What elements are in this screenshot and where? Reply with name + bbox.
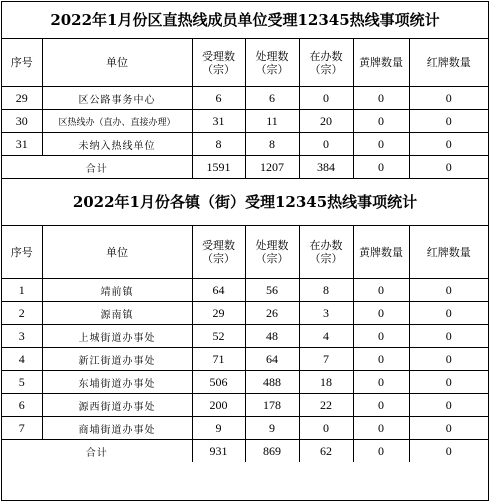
section1-table bbox=[2, 39, 488, 178]
cell-processed: 26 bbox=[245, 302, 299, 325]
cell-processed: 6 bbox=[245, 87, 299, 110]
cell-index: 7 bbox=[2, 417, 42, 440]
cell-index: 5 bbox=[2, 371, 42, 394]
total-pending: 384 bbox=[299, 156, 353, 179]
total-red: 0 bbox=[409, 156, 488, 179]
total-row bbox=[2, 156, 488, 179]
total-received: 931 bbox=[192, 440, 245, 463]
cell-index: 6 bbox=[2, 394, 42, 417]
cell-red: 0 bbox=[409, 348, 488, 371]
cell-pending: 8 bbox=[299, 279, 353, 302]
total-processed: 1207 bbox=[245, 156, 299, 179]
cell-unit: 靖前镇 bbox=[42, 279, 192, 302]
cell-processed: 9 bbox=[245, 417, 299, 440]
cell-unit: 区热线办（直办、直接办理） bbox=[42, 110, 192, 133]
table-row bbox=[2, 110, 488, 133]
total-yellow: 0 bbox=[353, 156, 409, 179]
table-row bbox=[2, 325, 488, 348]
table-header-row bbox=[2, 226, 488, 279]
cell-index: 1 bbox=[2, 279, 42, 302]
cell-red: 0 bbox=[409, 371, 488, 394]
cell-yellow: 0 bbox=[353, 133, 409, 156]
cell-received: 31 bbox=[192, 110, 245, 133]
cell-processed: 48 bbox=[245, 325, 299, 348]
header-pending: 在办数（宗） bbox=[299, 226, 353, 279]
cell-yellow: 0 bbox=[353, 302, 409, 325]
cell-pending: 20 bbox=[299, 110, 353, 133]
cell-unit: 东埔街道办事处 bbox=[42, 371, 192, 394]
total-label: 合计 bbox=[2, 440, 192, 463]
cell-unit: 新江街道办事处 bbox=[42, 348, 192, 371]
cell-red: 0 bbox=[409, 325, 488, 348]
header-processed: 处理数（宗） bbox=[245, 39, 299, 87]
table-row bbox=[2, 371, 488, 394]
cell-yellow: 0 bbox=[353, 348, 409, 371]
total-red: 0 bbox=[409, 440, 488, 463]
cell-pending: 18 bbox=[299, 371, 353, 394]
total-received: 1591 bbox=[192, 156, 245, 179]
cell-unit: 区公路事务中心 bbox=[42, 87, 192, 110]
cell-received: 8 bbox=[192, 133, 245, 156]
cell-index: 2 bbox=[2, 302, 42, 325]
cell-unit: 商埔街道办事处 bbox=[42, 417, 192, 440]
cell-pending: 7 bbox=[299, 348, 353, 371]
cell-yellow: 0 bbox=[353, 87, 409, 110]
header-unit: 单位 bbox=[42, 39, 192, 87]
table-row bbox=[2, 133, 488, 156]
header-processed: 处理数（宗） bbox=[245, 226, 299, 279]
cell-index: 31 bbox=[2, 133, 42, 156]
total-pending: 62 bbox=[299, 440, 353, 463]
cell-yellow: 0 bbox=[353, 325, 409, 348]
cell-red: 0 bbox=[409, 302, 488, 325]
cell-index: 3 bbox=[2, 325, 42, 348]
section2-table bbox=[2, 226, 488, 462]
total-processed: 869 bbox=[245, 440, 299, 463]
cell-received: 64 bbox=[192, 279, 245, 302]
cell-received: 200 bbox=[192, 394, 245, 417]
cell-received: 71 bbox=[192, 348, 245, 371]
cell-unit: 源南镇 bbox=[42, 302, 192, 325]
cell-red: 0 bbox=[409, 279, 488, 302]
statistics-page bbox=[1, 1, 489, 501]
table-row bbox=[2, 302, 488, 325]
cell-pending: 4 bbox=[299, 325, 353, 348]
cell-yellow: 0 bbox=[353, 417, 409, 440]
cell-pending: 3 bbox=[299, 302, 353, 325]
cell-yellow: 0 bbox=[353, 371, 409, 394]
header-yellow-card: 黄牌数量 bbox=[353, 39, 409, 87]
total-yellow: 0 bbox=[353, 440, 409, 463]
cell-processed: 64 bbox=[245, 348, 299, 371]
cell-unit: 未纳入热线单位 bbox=[42, 133, 192, 156]
cell-yellow: 0 bbox=[353, 394, 409, 417]
section2-title: 2022年1月份各镇（街）受理12345热线事项统计 bbox=[2, 178, 488, 226]
cell-yellow: 0 bbox=[353, 279, 409, 302]
cell-received: 29 bbox=[192, 302, 245, 325]
total-label: 合计 bbox=[2, 156, 192, 179]
cell-red: 0 bbox=[409, 133, 488, 156]
cell-received: 9 bbox=[192, 417, 245, 440]
header-pending: 在办数（宗） bbox=[299, 39, 353, 87]
table-row bbox=[2, 87, 488, 110]
table-header-row bbox=[2, 39, 488, 87]
header-index: 序号 bbox=[2, 226, 42, 279]
cell-processed: 488 bbox=[245, 371, 299, 394]
table-row bbox=[2, 279, 488, 302]
table-row bbox=[2, 417, 488, 440]
cell-pending: 0 bbox=[299, 87, 353, 110]
cell-unit: 源西街道办事处 bbox=[42, 394, 192, 417]
cell-processed: 56 bbox=[245, 279, 299, 302]
cell-processed: 8 bbox=[245, 133, 299, 156]
cell-pending: 22 bbox=[299, 394, 353, 417]
cell-index: 4 bbox=[2, 348, 42, 371]
cell-index: 29 bbox=[2, 87, 42, 110]
header-received: 受理数（宗） bbox=[192, 226, 245, 279]
cell-received: 52 bbox=[192, 325, 245, 348]
cell-unit: 上城街道办事处 bbox=[42, 325, 192, 348]
cell-processed: 178 bbox=[245, 394, 299, 417]
cell-received: 506 bbox=[192, 371, 245, 394]
cell-pending: 0 bbox=[299, 417, 353, 440]
header-received: 受理数（宗） bbox=[192, 39, 245, 87]
table-row bbox=[2, 394, 488, 417]
cell-yellow: 0 bbox=[353, 110, 409, 133]
header-index: 序号 bbox=[2, 39, 42, 87]
cell-red: 0 bbox=[409, 394, 488, 417]
header-unit: 单位 bbox=[42, 226, 192, 279]
cell-index: 30 bbox=[2, 110, 42, 133]
section1-title: 2022年1月份区直热线成员单位受理12345热线事项统计 bbox=[2, 2, 488, 39]
cell-red: 0 bbox=[409, 417, 488, 440]
cell-received: 6 bbox=[192, 87, 245, 110]
cell-red: 0 bbox=[409, 87, 488, 110]
header-yellow-card: 黄牌数量 bbox=[353, 226, 409, 279]
header-red-card: 红牌数量 bbox=[409, 39, 488, 87]
cell-processed: 11 bbox=[245, 110, 299, 133]
header-red-card: 红牌数量 bbox=[409, 226, 488, 279]
table-row bbox=[2, 348, 488, 371]
cell-pending: 0 bbox=[299, 133, 353, 156]
total-row bbox=[2, 440, 488, 463]
cell-red: 0 bbox=[409, 110, 488, 133]
